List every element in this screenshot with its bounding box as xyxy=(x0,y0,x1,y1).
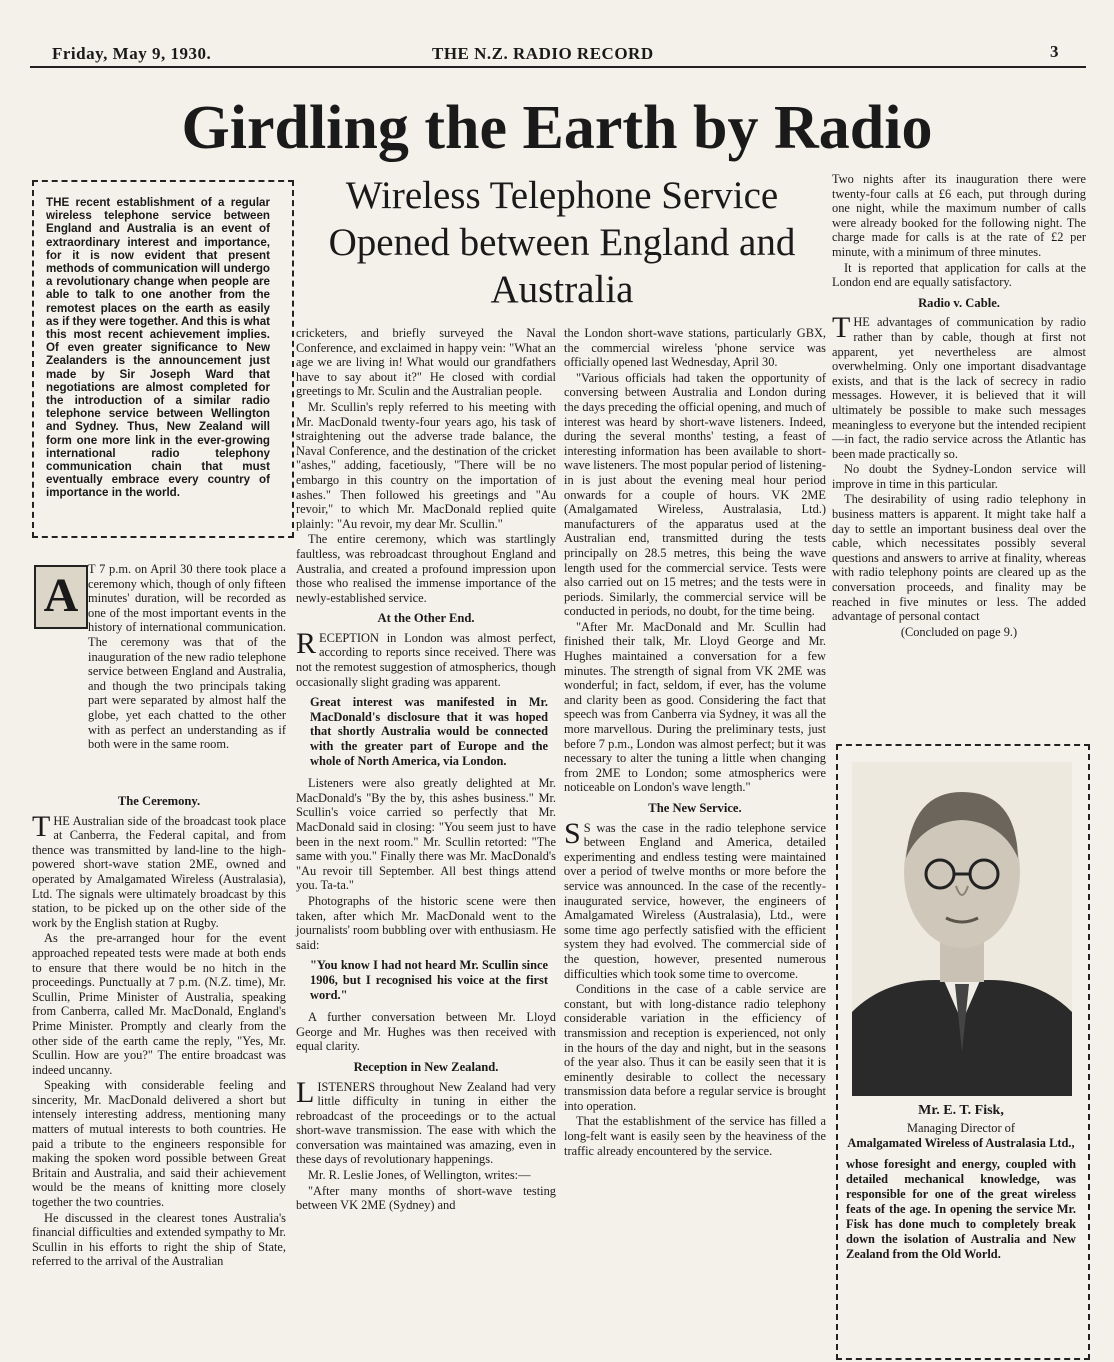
portrait-illustration xyxy=(852,762,1072,1096)
page-number: 3 xyxy=(1050,42,1059,61)
section-heading-new-service: The New Service. xyxy=(648,801,742,815)
intro-box-text: THE recent establishment of a regular wireless telephone service between England and Australia is an event of extraordinary interest and importance, for it is now evident that present methods of communication will undergo a revolutionary change when people are able to talk to one another from the remotest places on the earth as easily as if they were together. And this is what this most recent achievement implies. Of even greater significance to New Zealanders is the announcement just made by Sir Joseph Ward that negotiations are almost completed for the introduction of a similar radio telephone service between Wellington and Sydney. Thus, New Zealand will form one more link in the ever-growing international radio telephony communication chain that must eventually embrace every country of importance in the world. xyxy=(46,196,270,500)
column-4 xyxy=(832,172,1086,738)
column-3 xyxy=(564,326,826,1356)
subheadline: Wireless Telephone Service Opened between England and Australia xyxy=(328,174,796,311)
publication-name: THE N.Z. RADIO RECORD xyxy=(432,44,654,63)
ornamental-letter: A xyxy=(43,569,79,622)
article-paragraph: cricketers, and briefly surveyed the Naval Conference, and exclaimed in happy vein: "What an age we are living in! What would our grandfathers have to say about it?" He closed with cordial greetings to Mr. Sculin and the Australian people. xyxy=(296,326,556,399)
article-paragraph: ECEPTION in London was almost perfect, according to reports since received. There was not the remotest suggestion of atmospherics, though occasionally slight grading was apparent. xyxy=(296,630,556,689)
article-paragraph: He discussed in the clearest tones Australia's financial difficulties and extended sympathy to Mr. Scullin in his efforts to right the ship of State, referred to the arrival of the Australian xyxy=(32,1210,286,1269)
article-paragraph: The entire ceremony, which was startlingly faultless, was rebroadcast throughout England and Australia, and created a profound impression upon those who realised the immense importance of the newly-established service. xyxy=(296,532,556,605)
section-heading-nz: Reception in New Zealand. xyxy=(353,1059,499,1074)
article-paragraph: ISTENERS throughout New Zealand had very little difficulty in tuning in either the rebroadcast of the proceedings or to the actual short-wave transmission. The ease with which the conversation was maintained was amazing, even in these days of revolutionary happenings. xyxy=(296,1079,556,1167)
continued-note: (Concluded on page 9.) xyxy=(900,624,1018,639)
caption-name: Mr. E. T. Fisk, xyxy=(918,1103,1004,1118)
section-heading-other-end: At the Other End. xyxy=(377,611,475,626)
article-paragraph: Conditions in the case of a cable service are constant, but with long-distance radio telephony considerable variation in the efficiency of transmission and reception is experienced, not only in the hours of the day and night, but in the seasons of the year also. Thus it can be easily seen that it is eminently desirable to collect the necessary transmission data before a regular service is brought into operation. xyxy=(564,982,826,1113)
article-paragraph: S was the case in the radio telephone service between England and America, detailed experimenting and endless testing were maintained over a period of twelve months or more before the service was announced. In the case of the recently-inaugurated service, however, the engineers of Amalgamated Wireless (Australasia), Ltd., were some time ago perfectly satisfied with the efficient system they had evolved. The commercial side of the question, however, presented numerous difficulties which took some time to overcome. xyxy=(564,820,826,981)
article-paragraph: Two nights after its inauguration there were twenty-four calls at £6 each, put through during one night, while the maximum number of calls were already booked for the following night. The charge made for calls is at the rate of £2 per minute, with a minimum of three minutes. xyxy=(832,172,1086,259)
article-paragraph: Mr. Scullin's reply referred to his meeting with Mr. MacDonald twenty-four years ago, his task of straightening out the adverse trade balance, the Naval Conference, and the destination of the cricket "ashes," adding, facetiously, "There will be no embargo in this country on the importation of ashes." Then followed his greetings and "Au revoir," to which Mr. MacDonald replied quite plainly: "Au revoir, my dear Mr. Scullin." xyxy=(296,399,556,531)
article-paragraph: Mr. R. Leslie Jones, of Wellington, writes:— xyxy=(308,1168,531,1183)
portrait-photo xyxy=(852,762,1072,1096)
article-paragraph: HE advantages of communication by radio rather than by cable, though at first not apparent, yet nevertheless are almost overwhelming. Only one important disadvantage exists, and that is the lack of secrecy in radio messages. However, it is believed that it will ultimately be possible to make such messages meaningless to everyone but the intended recipient—in fact, the radio service across the Atlantic has been made practically so. xyxy=(832,315,1086,461)
dropcap-t2: T xyxy=(832,311,851,345)
article-paragraph: Speaking with considerable feeling and sincerity, Mr. MacDonald delivered a short but intensely interesting address, mentioning many matters of mutual interests to both countries. He paid a tribute to the engineers responsible for making the spoken word possible between Great Britain and Australia, and said their achievement would be the means of knitting more closely together the two countries. xyxy=(32,1078,286,1210)
section-heading-cable: Radio v. Cable. xyxy=(918,295,1000,310)
dropcap-l: L xyxy=(296,1075,315,1109)
caption-body: whose foresight and energy, coupled with detailed mechanical knowledge, was responsible for one of the great wireless feats of the age. In opening the service Mr. Fisk has done much to completely break down the isolation of Australia and New Zealand from the Old World. xyxy=(846,1157,1076,1261)
article-paragraph: "After many months of short-wave testing between VK 2ME (Sydney) and xyxy=(296,1183,556,1213)
dropcap-r: R xyxy=(296,626,317,660)
article-paragraph: Listeners were also greatly delighted at Mr. MacDonald's "By the by, this ashes business." Mr. Scullin's voice carried so perfectly that Mr. MacDonald said in closing: "You seem just to have been in the next room." Mr. Scullin retorted: "The same with you." Finally there was Mr. MacDonald's "Au revoir till September. All best things attend you. Ta-ta." xyxy=(296,776,556,893)
section-heading-ceremony: The Ceremony. xyxy=(117,794,201,808)
pull-quote: Great interest was manifested in Mr. MacDonald's disclosure that it was hoped that shortly Australia would be connected with the greater part of Europe and the whole of North America, via London. xyxy=(310,695,548,768)
article-paragraph: the London short-wave stations, particularly GBX, the commercial wireless 'phone service was officially opened last Wednesday, April 30. xyxy=(564,326,826,370)
headline: Girdling the Earth by Radio xyxy=(181,94,933,162)
column-2 xyxy=(296,326,556,1356)
dropcap-t: T xyxy=(32,809,51,843)
article-paragraph: "After Mr. MacDonald and Mr. Scullin had finished their talk, Mr. Lloyd George and Mr. Hughes maintained a conversation for a few minutes. The strength of signal from VK 2ME was wonderful; in fact, seldom, if ever, has the volume and clarity been as good. Considering the fact that speech was from Canberra via Sydney, it was all the more marvellous. During the preliminary tests, just before 7 p.m., London was almost perfect; but it was necessary to alter the tuning a little when changing from 2ME to London; some atmospherics were noticeable on London's wave length." xyxy=(564,619,826,795)
article-paragraph: T 7 p.m. on April 30 there took place a ceremony which, though of only fifteen minutes' duration, will be recorded as one of the most important events in the history of international communication. The ceremony was that of the inauguration of the new radio telephone service between England and Australia, and though the two principals taking part were separated by almost half the globe, yet each chatted to the other with as perfect an understanding as if both were in the same room. xyxy=(88,562,286,752)
article-paragraph: That the establishment of the service has filled a long-felt want is easily seen by the heaviness of the traffic already encountered by the service. xyxy=(564,1114,826,1158)
column-1 xyxy=(32,562,286,1356)
caption-title-1: Managing Director of xyxy=(906,1121,1016,1135)
dropcap-s: S xyxy=(564,816,581,850)
article-paragraph: Photographs of the historic scene were then taken, after which Mr. MacDonald went to the journalists' room bubbling over with enthusiasm. He said: xyxy=(296,893,556,952)
header-rule xyxy=(30,66,1086,68)
article-paragraph: A further conversation between Mr. Lloyd George and Mr. Hughes was then received with equal clarity. xyxy=(296,1010,556,1054)
article-paragraph: "Various officials had taken the opportunity of conversing between Australia and London during the days preceding the official opening, and much of interest was heard by short-wave listeners. Indeed, during the several months' testing, a feast of interesting information has been available to short-wave listeners. The most popular period of listening-in is just about the evening meal hour period onwards for a couple of hours. VK 2ME (Amalgamated Wireless, Australasia, Ltd.) manufacturers of the apparatus used at the Australian end, transmitted during the tests principally on 28.5 metres, this being the wave length used for the commercial service. Tests were also carried out on 15 metres; and the tests were in periods. Similarly, the commercial service will be conducted in periods, no doubt, for the time being. xyxy=(564,370,826,619)
article-paragraph: No doubt the Sydney-London service will improve in time in this particular. xyxy=(832,462,1086,491)
article-paragraph: The desirability of using radio telephony in business matters is apparent. It might take half a day to settle an important business deal over the cable, which necessitates possibly several questions and answers to arrive at finality, whereas with radio telephony points are cleared up as the conversation proceeds, and finality may be reached in five minutes or less. The added advantage of personal contact xyxy=(832,492,1086,624)
article-paragraph: HE Australian side of the broadcast took place at Canberra, the Federal capital, and from thence was transmitted by land-line to the high-powered short-wave station 2ME, owned and operated by Amalgamated Wireless (Australasia), Ltd. The signals were ultimately broadcast by this station, to be picked up on the other side of the work by the English station at Rugby. xyxy=(32,813,286,930)
article-paragraph: It is reported that application for calls at the London end are equally satisfactory. xyxy=(832,260,1086,290)
issue-date: Friday, May 9, 1930. xyxy=(52,44,212,63)
caption-title-2: Amalgamated Wireless of Australasia Ltd., xyxy=(847,1136,1075,1150)
photo-caption xyxy=(846,1103,1076,1262)
pull-quote: "You know I had not heard Mr. Scullin since 1906, but I recognised his voice at the first word." xyxy=(310,958,548,1002)
article-paragraph: As the pre-arranged hour for the event approached repeated tests were made at both ends to ensure that there would be no hitch in the proceedings. Punctually at 7 p.m. (N.Z. time), Mr. Scullin, Prime Minister of Australia, speaking from Canberra, called Mr. MacDonald, England's Prime Minister. Promptly and clearly from the other side of the earth came the reply, "Yes, Mr. Scullin. How are you?" The entire broadcast was indeed uncanny. xyxy=(32,931,286,1077)
